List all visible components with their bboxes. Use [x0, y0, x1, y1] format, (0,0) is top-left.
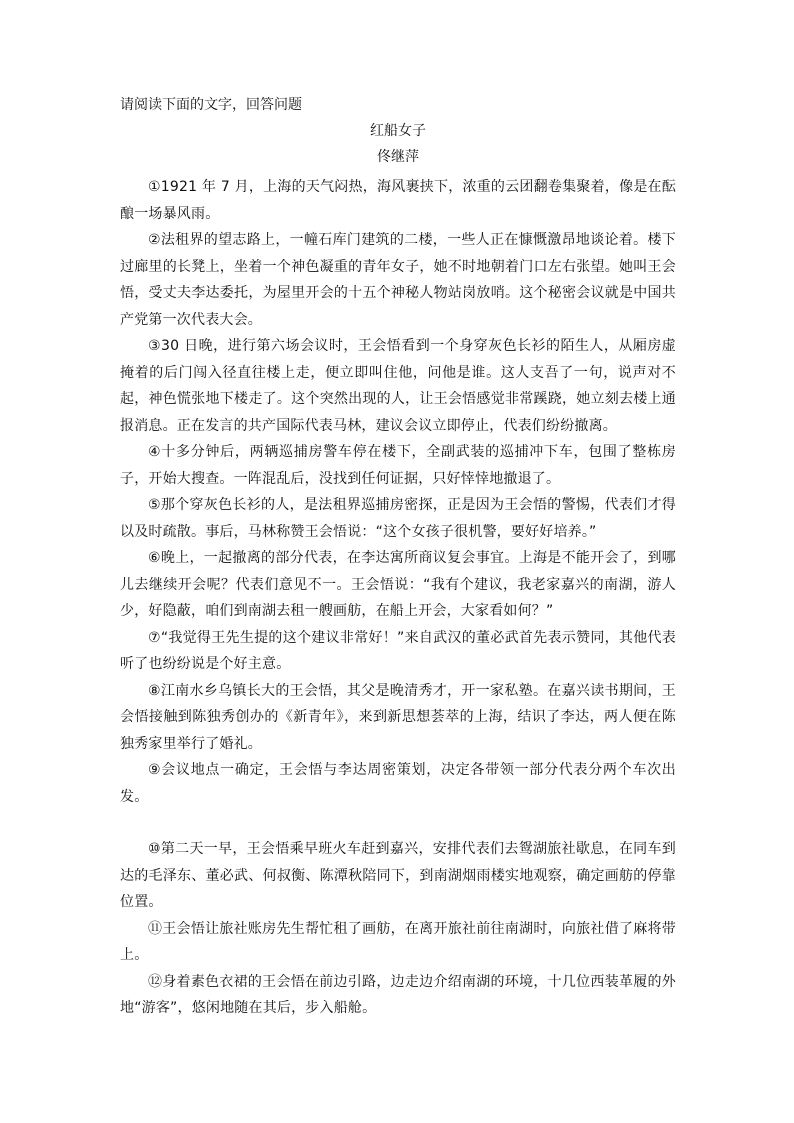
paragraph-3: ③30 日晚，进行第六场会议时，王会悟看到一个身穿灰色长衫的陌生人，从厢房虚掩着的后门闯入径直往楼上走，便立即叫住他，问他是谁。这人支吾了一句，说声对不起，神色慌张地下楼走了。这个突然出现的人，让王会悟感觉非常蹊跷，她立刻去楼上通报消息。正在发言的共产国际代表马林，建议会议立即停止，代表们纷纷撤离。 [120, 338, 676, 434]
paragraph-6: ⑥晚上，一起撤离的部分代表，在李达寓所商议复会事宜。上海是不能开会了，到哪儿去继续开会呢？代表们意见不一。王会悟说：“我有个建议，我老家嘉兴的南湖，游人少，好隐蔽，咱们到南湖去租一艘画舫，在船上开会，大家看如何？” [120, 550, 676, 619]
paragraph-12: ⑫身着素色衣裙的王会悟在前边引路，边走边介绍南湖的环境，十几位西装革履的外地“游客”，悠闲地随在其后，步入船舱。 [120, 973, 676, 1016]
paragraph-4: ④十多分钟后，两辆巡捕房警车停在楼下，全副武装的巡捕冲下车，包围了整栋房子，开始大搜查。一阵混乱后，没找到任何证据，只好悻悻地撤退了。 [120, 444, 676, 487]
paragraph-7: ⑦“我觉得王先生提的这个建议非常好！”来自武汉的董必武首先表示赞同，其他代表听了也纷纷说是个好主意。 [120, 629, 676, 672]
paragraph-10: ⑩第二天一早，王会悟乘早班火车赶到嘉兴，安排代表们去鸳湖旅社歇息，在同车到达的毛泽东、董必武、何叔衡、陈潭秋陪同下，到南湖烟雨楼实地观察，确定画舫的停靠位置。 [120, 841, 676, 910]
paragraph-5: ⑤那个穿灰色长衫的人，是法租界巡捕房密探，正是因为王会悟的警惕，代表们才得以及时疏散。事后，马林称赞王会悟说：“这个女孩子很机警，要好好培养。” [120, 497, 676, 540]
paragraph-1: ①1921 年 7 月，上海的天气闷热，海风裹挟下，浓重的云团翻卷集聚着，像是在酝酿一场暴风雨。 [120, 179, 676, 222]
paragraph-9: ⑨会议地点一确定，王会悟与李达周密策划，决定各带领一部分代表分两个车次出发。 [120, 762, 676, 805]
paragraph-11: ⑪王会悟让旅社账房先生帮忙租了画舫，在离开旅社前往南湖时，向旅社借了麻将带上。 [120, 920, 676, 963]
paragraph-8: ⑧江南水乡乌镇长大的王会悟，其父是晚清秀才，开一家私塾。在嘉兴读书期间，王会悟接触到陈独秀创办的《新青年》，来到新思想荟萃的上海，结识了李达，两人便在陈独秀家里举行了婚礼。 [120, 682, 676, 752]
article-author: 佟继萍 [377, 149, 419, 165]
document-page [120, 96, 676, 1022]
question-instruction: 请阅读下面的文字，回答问题 [120, 97, 302, 113]
article-title: 红船女子 [370, 123, 426, 139]
paragraph-2: ②法租界的望志路上，一幢石库门建筑的二楼，一些人正在慷慨激昂地谈论着。楼下过廊里的长凳上，坐着一个神色凝重的青年女子，她不时地朝着门口左右张望。她叫王会悟，受丈夫李达委托，为屋里开会的十五个神秘人物站岗放哨。这个秘密会议就是中国共产党第一次代表大会。 [120, 232, 676, 328]
